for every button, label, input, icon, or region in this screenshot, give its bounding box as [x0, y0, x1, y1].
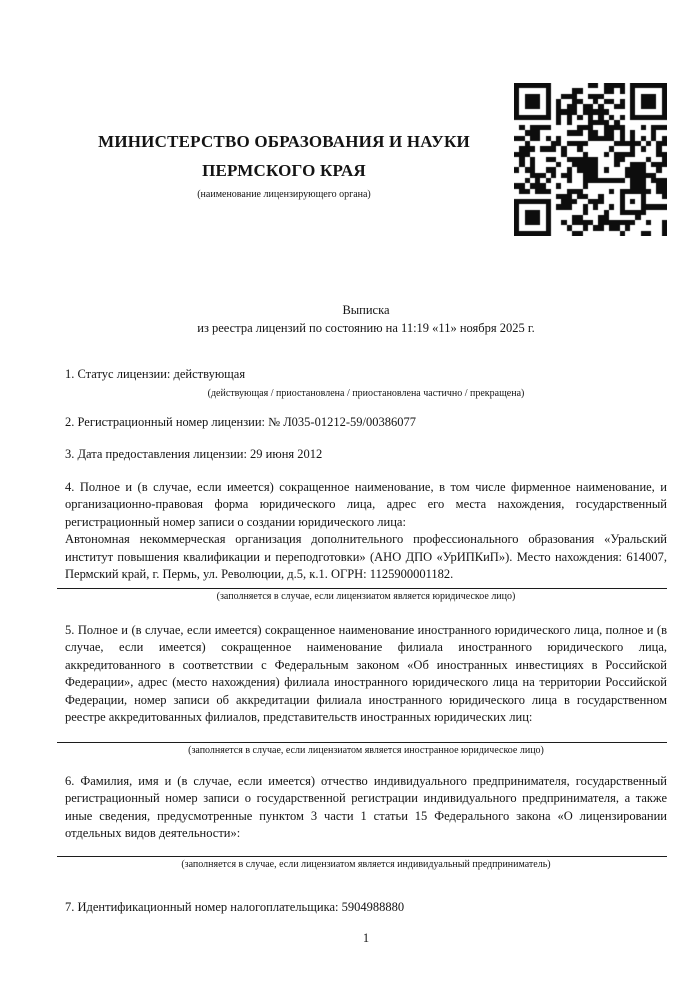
item-7-taxpayer-number: 7. Идентификационный номер налогоплательщика: 5904988880	[65, 899, 405, 914]
item-1-note: (действующая / приостановлена / приостановлена частично / прекращена)	[207, 387, 525, 399]
ministry-name-line1: МИНИСТЕРСТВО ОБРАЗОВАНИЯ И НАУКИ	[98, 132, 470, 151]
item-4-note: (заполняется в случае, если лицензиатом является юридическое лицо)	[216, 590, 516, 602]
document-title	[65, 302, 667, 337]
ministry-name	[65, 127, 503, 185]
item-2-registration-number: 2. Регистрационный номер лицензии: № Л035-01212-59/00386077	[65, 414, 416, 429]
licensing-authority-block	[65, 127, 503, 201]
ministry-name-line2: ПЕРМСКОГО КРАЯ	[202, 161, 366, 180]
qr-code-icon	[514, 83, 667, 236]
item-4-legal-entity-label: 4. Полное и (в случае, если имеется) сокращенное наименование, в том числе фирменное наименование, и организационно-правовая форма юридического лица, адрес его места нахождения, государственный регистрационный номер записи о создании юридического лица:	[65, 479, 667, 529]
ministry-caption: (наименование лицензирующего органа)	[197, 189, 371, 200]
item-4-legal-entity-value: Автономная некоммерческая организация дополнительного профессионального образования «Уральский институт повышения квалификации и переподготовки» (АНО ДПО «УрИПКиП»). Место нахождения: 614007, Пермский край, г. Пермь, ул. Революции, д.5, к.1. ОГРН: 1125900001182.	[65, 532, 667, 581]
page-number: 1	[362, 930, 370, 945]
item-5-note: (заполняется в случае, если лицензиатом является иностранное юридическое лицо)	[188, 744, 544, 756]
form-rule-entrepreneur	[57, 856, 667, 857]
document-title-line2: из реестра лицензий по состоянию на 11:19 «11» ноября 2025 г.	[197, 320, 535, 335]
form-rule-legal-entity	[57, 588, 667, 589]
item-6-note: (заполняется в случае, если лицензиатом является индивидуальный предприниматель)	[181, 858, 551, 870]
item-3-license-date: 3. Дата предоставления лицензии: 29 июня 2012	[65, 447, 323, 461]
item-5-foreign-entity-label: 5. Полное и (в случае, если имеется) сокращенное наименование иностранного юридического лица, полное и (в случае, если имеется) сокращенное наименование филиала иностранного юридического лица, аккредитованного в соответствии с Федеральным законом «Об иностранных инвестициях в Российской Федерации», адрес (место нахождения) филиала иностранного юридического лица на территории Российской Федерации, номер записи об аккредитации филиала иностранного юридического лица в государственном реестре аккредитованных филиалов, представительств иностранных юридических лиц:	[65, 622, 667, 724]
form-rule-foreign-entity	[57, 742, 667, 743]
item-6-entrepreneur-label: 6. Фамилия, имя и (в случае, если имеется) отчество индивидуального предпринимателя, государственный регистрационный номер записи о государственной регистрации индивидуального предпринимателя, а также иные сведения, предусмотренные пунктом 3 части 1 статьи 15 Федерального закона «О лицензировании отдельных видов деятельности»:	[65, 773, 667, 840]
document-header	[65, 0, 667, 236]
document-title-line1: Выписка	[342, 303, 390, 317]
item-1-license-status: 1. Статус лицензии: действующая	[65, 367, 246, 381]
